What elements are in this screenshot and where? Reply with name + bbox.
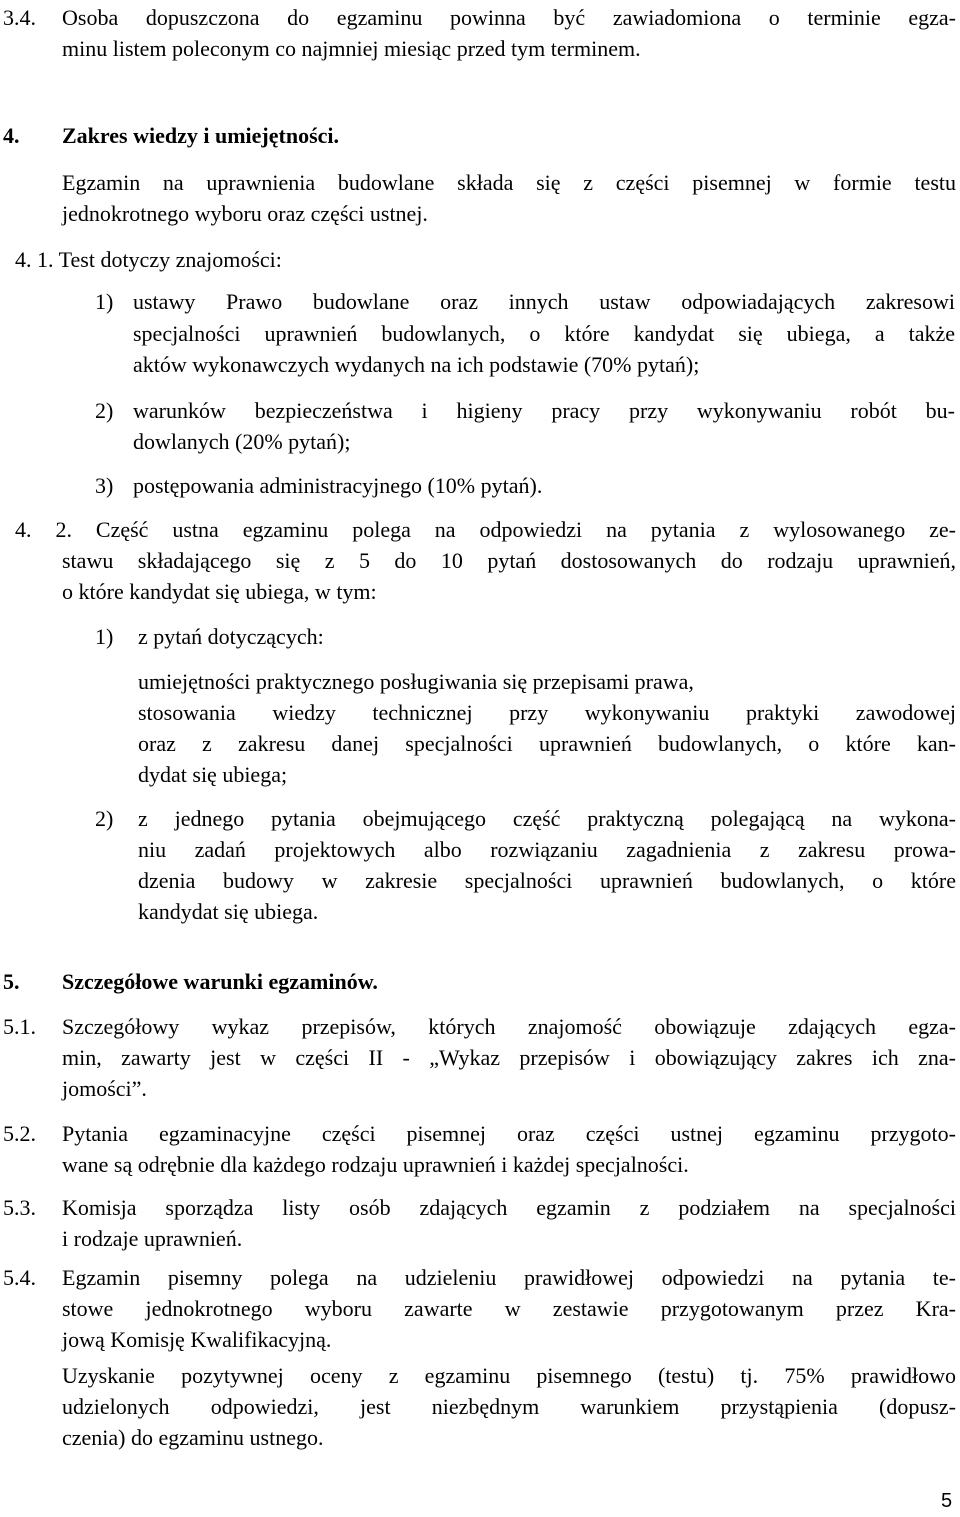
list-item-number: 2) — [95, 398, 114, 423]
section-number: 3.4. — [3, 5, 36, 30]
paragraph-line: jową Komisję Kwalifikacyjną. — [62, 1327, 332, 1352]
list-item-line: dzenia budowy w zakresie specjalności uprawnień budowlanych, o które — [138, 868, 956, 893]
paragraph-line: wane są odrębnie dla każdego rodzaju uprawnień i każdej specjalności. — [62, 1152, 689, 1177]
paragraph-line: Egzamin pisemny polega na udzieleniu prawidłowej odpowiedzi na pytania te- — [62, 1265, 956, 1290]
list-item-number: 3) — [95, 473, 114, 498]
list-item-number: 1) — [95, 624, 114, 649]
list-item-subline: umiejętności praktycznego posługiwania się przepisami prawa, — [138, 669, 694, 694]
paragraph-line: Egzamin na uprawnienia budowlane składa się z części pisemnej w formie testu — [62, 170, 956, 195]
paragraph-line: minu listem poleconym co najmniej miesiąc przed tym terminem. — [62, 36, 641, 61]
paragraph-line: Osoba dopuszczona do egzaminu powinna być zawiadomiona o terminie egza- — [62, 5, 956, 30]
section-heading: Zakres wiedzy i umiejętności. — [62, 123, 340, 148]
paragraph-line: Pytania egzaminacyjne części pisemnej oraz części ustnej egzaminu przygoto- — [62, 1121, 956, 1146]
item-number: 5.2. — [3, 1121, 36, 1146]
list-item-line: postępowania administracyjnego (10% pytań). — [133, 473, 543, 498]
paragraph-line: Uzyskanie pozytywnej oceny z egzaminu pisemnego (testu) tj. 75% prawidłowo — [62, 1363, 956, 1388]
list-item-line: specjalności uprawnień budowlanych, o które kandydat się ubiega, a także — [133, 321, 955, 346]
list-item-line: kandydat się ubiega. — [138, 899, 319, 924]
paragraph-line: i rodzaje uprawnień. — [62, 1226, 243, 1251]
list-item-subline: stosowania wiedzy technicznej przy wykonywaniu praktyki zawodowej — [138, 700, 956, 725]
item-number: 5.3. — [3, 1195, 36, 1220]
paragraph-line: o które kandydat się ubiega, w tym: — [62, 579, 377, 604]
list-item-line: niu zadań projektowych albo rozwiązaniu zagadnienia z zakresu prowa- — [138, 837, 956, 862]
paragraph-line: 4. 2. Część ustna egzaminu polega na odpowiedzi na pytania z wylosowanego ze- — [15, 517, 956, 542]
paragraph-line: min, zawarty jest w części II - „Wykaz przepisów i obowiązujący zakres ich zna- — [62, 1045, 956, 1070]
list-item-number: 1) — [95, 289, 114, 314]
subsection-heading: 4. 1. Test dotyczy znajomości: — [15, 247, 282, 272]
paragraph-line: jomości”. — [62, 1076, 147, 1101]
paragraph-line: stawu składającego się z 5 do 10 pytań dostosowanych do rodzaju uprawnień, — [62, 548, 956, 573]
paragraph-line: udzielonych odpowiedzi, jest niezbędnym warunkiem przystąpienia (dopusz- — [62, 1394, 956, 1419]
list-item-line: ustawy Prawo budowlane oraz innych ustaw odpowiadających zakresowi — [133, 289, 955, 314]
list-item-number: 2) — [95, 806, 114, 831]
page-number: 5 — [941, 1490, 953, 1512]
list-item-line: z jednego pytania obejmującego część praktyczną polegającą na wykona- — [138, 806, 956, 831]
list-item-line: dowlanych (20% pytań); — [133, 429, 351, 454]
section-number: 5. — [3, 969, 20, 994]
item-number: 5.4. — [3, 1265, 36, 1290]
list-item-line: z pytań dotyczących: — [138, 624, 324, 649]
section-number: 4. — [3, 123, 20, 148]
list-item-line: warunków bezpieczeństwa i higieny pracy przy wykonywaniu robót bu- — [133, 398, 955, 423]
paragraph-line: Szczegółowy wykaz przepisów, których znajomość obowiązuje zdających egza- — [62, 1014, 956, 1039]
list-item-subline: dydat się ubiega; — [138, 762, 288, 787]
paragraph-line: Komisja sporządza listy osób zdających egzamin z podziałem na specjalności — [62, 1195, 956, 1220]
list-item-subline: oraz z zakresu danej specjalności uprawnień budowlanych, o które kan- — [138, 731, 956, 756]
list-item-line: aktów wykonawczych wydanych na ich podstawie (70% pytań); — [133, 352, 700, 377]
section-heading: Szczegółowe warunki egzaminów. — [62, 969, 378, 994]
item-number: 5.1. — [3, 1014, 36, 1039]
paragraph-line: jednokrotnego wyboru oraz części ustnej. — [62, 201, 428, 226]
paragraph-line: czenia) do egzaminu ustnego. — [62, 1425, 324, 1450]
paragraph-line: stowe jednokrotnego wyboru zawarte w zestawie przygotowanym przez Kra- — [62, 1296, 956, 1321]
